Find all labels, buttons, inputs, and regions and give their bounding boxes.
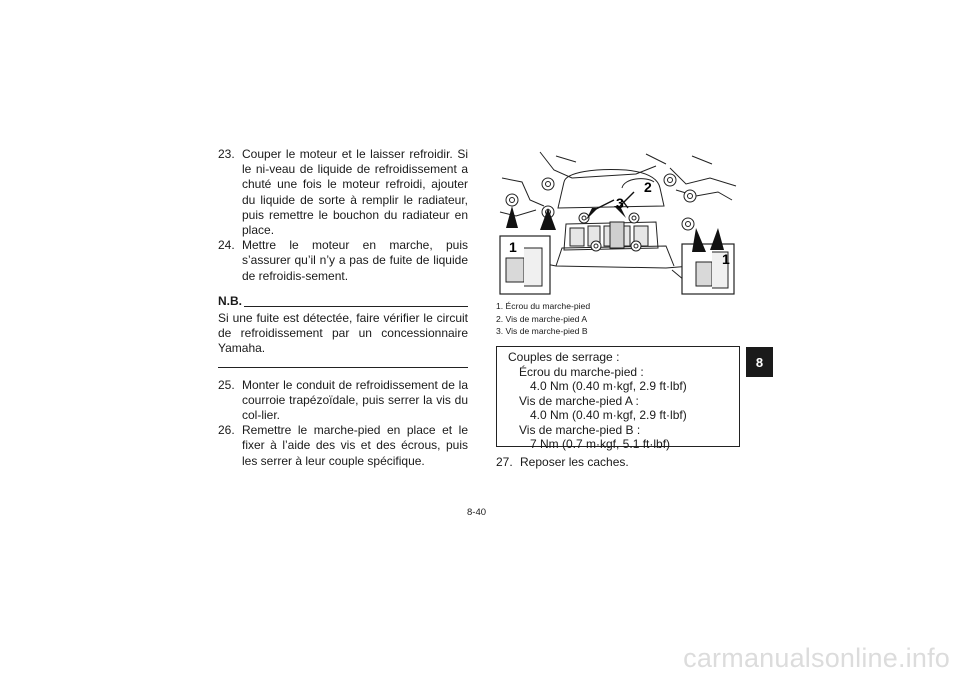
step-text: Reposer les caches. — [520, 455, 629, 469]
figure-captions — [496, 300, 590, 338]
torque-title: Couples de serrage : — [508, 350, 620, 364]
torque-item-value: 4.0 Nm (0.40 m·kgf, 2.9 ft·lbf) — [530, 379, 687, 393]
note-bottom-rule — [218, 367, 468, 368]
chapter-tab: 8 — [746, 347, 773, 377]
caption-1: 1. Écrou du marche-pied — [496, 301, 591, 311]
step-number: 27. — [496, 455, 513, 469]
caption-3: 3. Vis de marche-pied B — [496, 326, 588, 337]
step-number: 26. — [218, 423, 235, 438]
step-number: 25. — [218, 377, 235, 392]
step-text: Remettre le marche-pied en place et le fixer à l’aide des vis et des écrous, puis les serrer à leur couple spécifique. — [242, 423, 468, 468]
torque-item-name: Vis de marche-pied B : — [519, 422, 641, 437]
step-27 — [496, 455, 629, 469]
torque-spec-box — [496, 346, 740, 451]
figure-label-2: 2 — [644, 179, 652, 195]
watermark: carmanualsonline.info — [683, 643, 950, 673]
torque-item-value: 4.0 Nm (0.40 m·kgf, 2.9 ft·lbf) — [530, 408, 687, 422]
figure-label-1-right: 1 — [722, 251, 730, 267]
note-block — [218, 294, 468, 368]
note-text: Si une fuite est détectée, faire vérifier le circuit de refroidissement par un concessionnaire Yamaha. — [218, 311, 468, 356]
step-text: Monter le conduit de refroidissement de la courroie trapézoïdale, puis serrer la vis du col-lier. — [242, 377, 468, 423]
step-23 — [218, 147, 468, 238]
step-number: 23. — [218, 147, 235, 161]
footrest-illustration — [496, 148, 742, 296]
caption-2: 2. Vis de marche-pied A — [496, 313, 588, 324]
figure-label-1-left: 1 — [509, 239, 517, 255]
left-column — [218, 147, 468, 469]
torque-item-name: Écrou du marche-pied : — [519, 364, 644, 379]
torque-item-name: Vis de marche-pied A : — [519, 393, 639, 408]
step-text: Couper le moteur et le laisser refroidir. Si le ni-veau de liquide de refroidissement a chuté une fois le moteur refroidi, ajouter du liquide de sorte à remplir le radiateur, puis remettre le bouchon du radiateur en place. — [242, 147, 468, 238]
footrest-drawing — [496, 148, 742, 296]
torque-item-value: 7 Nm (0.7 m·kgf, 5.1 ft·lbf) — [530, 437, 671, 451]
step-25 — [218, 378, 468, 424]
figure-label-3: 3 — [616, 195, 624, 211]
page-number: 8-40 — [467, 507, 487, 518]
step-26 — [218, 423, 468, 469]
note-label: N.B. — [218, 293, 242, 308]
note-header — [218, 294, 468, 309]
step-24 — [218, 238, 468, 284]
step-number: 24. — [218, 238, 235, 253]
note-rule — [244, 306, 468, 307]
step-text: Mettre le moteur en marche, puis s’assurer qu’il n’y a pas de fuite de liquide de refroidis-sement. — [242, 238, 468, 283]
